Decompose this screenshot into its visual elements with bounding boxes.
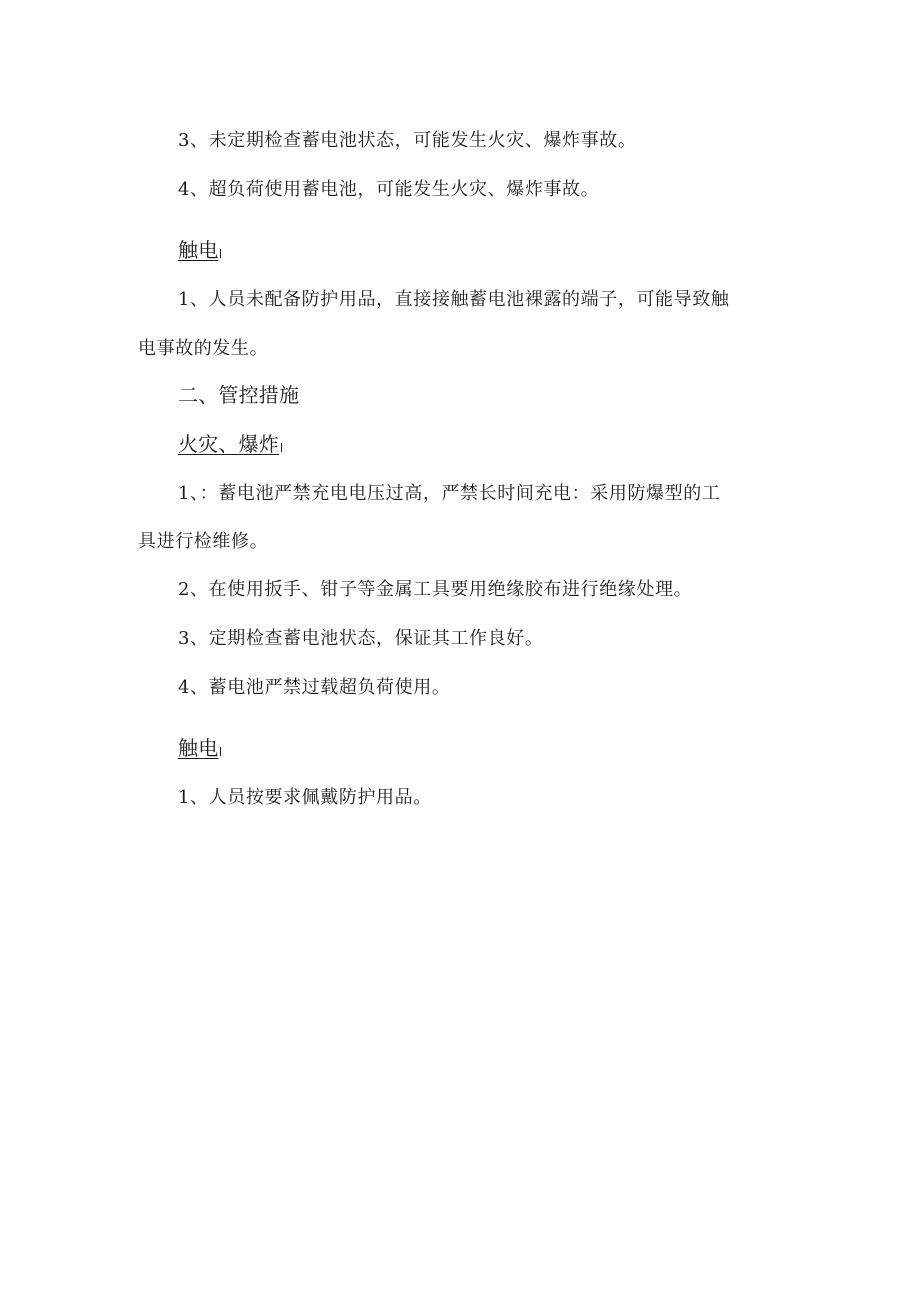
- controls-electric-heading-text: 触电: [178, 736, 219, 760]
- hazard-fire-item-3: 3、未定期检查蓄电池状态，可能发生火灾、爆炸事故。: [178, 130, 637, 151]
- heading-marker: [281, 443, 282, 452]
- hazard-electric-heading-text: 触电: [178, 238, 219, 262]
- hazard-electric-item-1-line-2: 电事故的发生。: [138, 338, 269, 359]
- controls-fire-item-4: 4、蓄电池严禁过载超负荷使用。: [178, 677, 451, 698]
- controls-electric-heading: [178, 736, 221, 760]
- controls-fire-item-1-line-1: 1、：蓄电池严禁充电电压过高，严禁长时间充电：采用防爆型的工: [178, 483, 721, 504]
- controls-section-heading: 二、管控措施: [178, 383, 300, 407]
- controls-fire-item-2: 2、在使用扳手、钳子等金属工具要用绝缘胶布进行绝缘处理。: [178, 579, 693, 600]
- heading-marker: [220, 249, 221, 258]
- controls-fire-heading: [178, 432, 282, 456]
- controls-fire-item-3: 3、定期检查蓄电池状态，保证其工作良好。: [178, 628, 544, 649]
- hazard-fire-item-4: 4、超负荷使用蓄电池，可能发生火灾、爆炸事故。: [178, 179, 600, 200]
- controls-fire-heading-text: 火灾、爆炸: [178, 432, 279, 456]
- controls-fire-item-1-line-2: 具进行检维修。: [138, 531, 269, 552]
- hazard-electric-item-1-line-1: 1、人员未配备防护用品，直接接触蓄电池裸露的端子，可能导致触: [178, 289, 730, 310]
- controls-electric-item-1: 1、人员按要求佩戴防护用品。: [178, 787, 432, 808]
- hazard-electric-heading: [178, 238, 221, 262]
- heading-marker: [220, 747, 221, 756]
